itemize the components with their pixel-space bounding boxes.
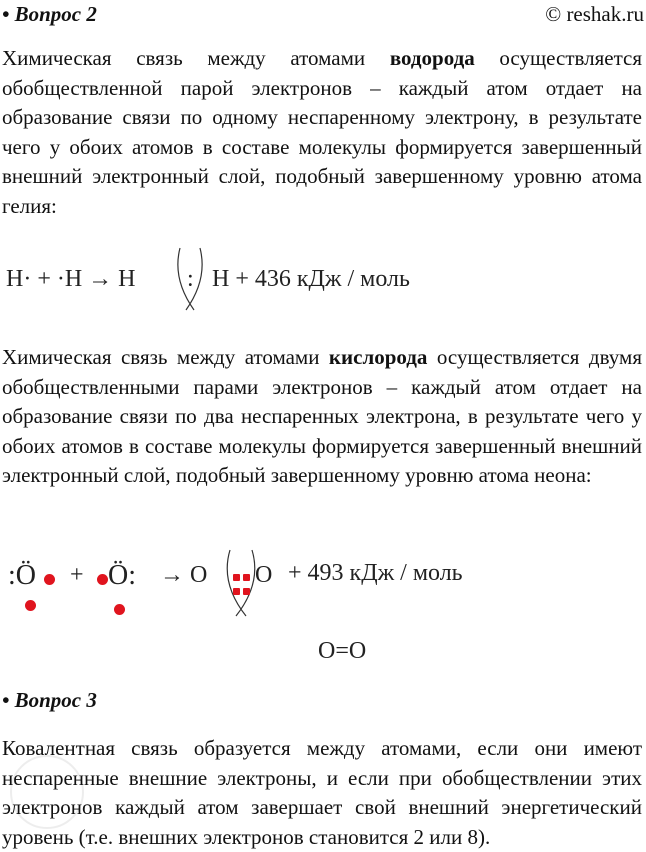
reaction-arrow: → O (160, 562, 208, 588)
hydrogen-equation (6, 266, 476, 306)
question-2-header (0, 2, 646, 32)
shared-electron (233, 588, 240, 595)
equation-left: H· + ·H → H (6, 266, 136, 292)
covalent-paragraph (2, 734, 642, 852)
text: Химическая связь между атомами (2, 46, 390, 70)
plus-sign: + (70, 562, 84, 588)
oxygen-paragraph (2, 343, 642, 491)
text: Химическая связь между атомами (2, 345, 329, 369)
oxygen-equation (0, 560, 560, 680)
electron-dot (97, 574, 108, 585)
electron-dot (44, 574, 55, 585)
text: осуществляется двумя обобществленными парами электронов – каждый атом отдает на образование связи по два неспаренных электрона, в результате чего у обоих атомов в составе молекулы формируется завершенный внешний электронный слой, подобный завершенному уровню атома неона: (2, 345, 642, 487)
structural-formula: O=O (318, 638, 367, 664)
question-2-title: • Вопрос 2 (2, 2, 97, 26)
shared-electron (243, 574, 250, 581)
shared-electron (243, 588, 250, 595)
oxygen-atom-2: Ö: (108, 560, 136, 591)
electron-dot (25, 600, 36, 611)
energy-value: + 493 кДж / моль (288, 560, 463, 586)
hydrogen-paragraph (2, 44, 642, 221)
oxygen-atom-3: O (255, 562, 273, 588)
bold-term: кислорода (328, 345, 428, 369)
bold-term: водорода (389, 46, 475, 70)
overlap-lens-icon (226, 548, 256, 618)
oxygen-atom-1: :Ö (8, 560, 36, 591)
electron-dot (114, 604, 125, 615)
shared-electron (233, 574, 240, 581)
copyright-label: © reshak.ru (545, 2, 644, 26)
text: осуществляется обобществленной парой электронов – каждый атом отдает на образование связи по одному неспаренному электрону, в результате чего у обоих атомов в составе молекулы формируется завершенный внешний электронный слой, подобный завершенному уровню атома гелия: (2, 46, 643, 218)
question-3-title: • Вопрос 3 (2, 688, 97, 712)
equation-right: H + 436 кДж / моль (212, 266, 410, 292)
text: Ковалентная связь образуется между атомами, если они имеют неспаренные внешние электроны, и если при обобществлении этих электронов каждый атом завершает свой внешний энергетический уровень (т.е. внешних электронов становится 2 или 8). (2, 736, 642, 849)
electron-pair: : (187, 266, 194, 292)
question-3-header (0, 688, 646, 718)
